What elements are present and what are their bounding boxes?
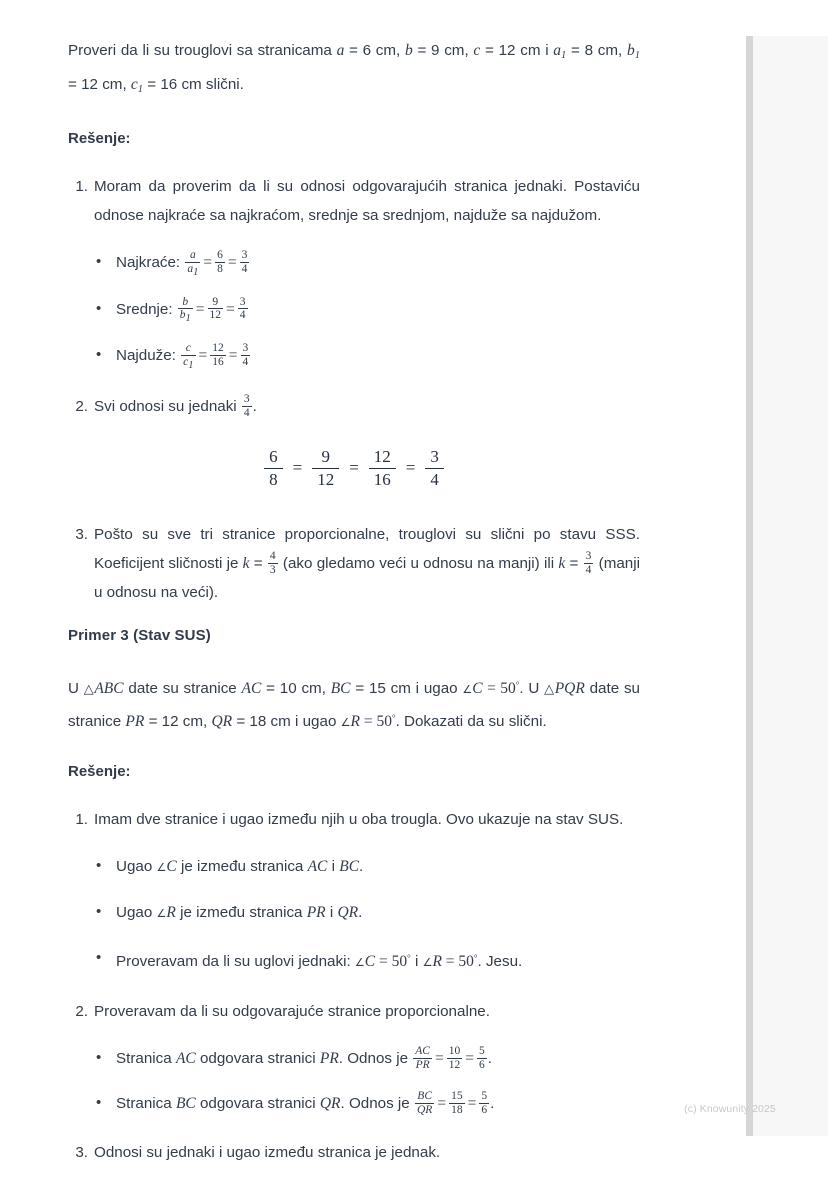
ex-text-2: date su stranice — [123, 679, 242, 697]
fraction-numerator: 3 — [239, 295, 246, 308]
step-text: Proveravam da li su odgovarajuće stranice proporcionalne. — [94, 1002, 490, 1020]
bullet-text-1: Stranica — [116, 1049, 176, 1067]
fraction-denominator: 4 — [242, 355, 249, 368]
fraction-numerator: 12 — [373, 446, 391, 466]
bullet-text-3: . Odnos je — [340, 1094, 414, 1112]
ex-text-10: = 50 — [359, 712, 392, 730]
angle-label: R — [432, 952, 442, 970]
step-text: Imam dve stranice i ugao između njih u oba trougla. Ovo ukazuje na stav SUS. — [94, 810, 624, 828]
bullet-text-2: odgovara stranici — [195, 1049, 320, 1067]
step-number: 1. — [75, 178, 88, 195]
bullet-text-1: Proveravam da li su uglovi jednaki: — [116, 952, 355, 970]
step-text — [94, 520, 640, 607]
ex-text-3: = 10 cm, — [261, 679, 331, 697]
solution-1-step-list-a — [68, 172, 640, 230]
fraction-numerator: 3 — [430, 446, 439, 466]
ex-text-9: = 18 cm i ugao — [232, 712, 341, 730]
solution-step — [68, 172, 640, 230]
list-item — [94, 295, 640, 326]
equals-sign: = — [292, 458, 303, 478]
bullet-text-3: . Odnos je — [338, 1049, 413, 1067]
fraction-numerator: a — [190, 248, 196, 261]
equals-sign: = — [249, 554, 267, 572]
fraction-numerator: 5 — [478, 1044, 485, 1057]
bullet-text-3: i — [410, 952, 423, 970]
bullet-text-1: Ugao — [116, 857, 157, 875]
fraction-c-over-c1 — [181, 342, 195, 372]
bullet-text-2: odgovara stranici — [195, 1094, 320, 1112]
fraction-numerator: 9 — [321, 446, 330, 466]
fraction-denominator: 18 — [451, 1103, 463, 1116]
fraction-numerator: 3 — [243, 392, 250, 405]
ex-text-5: = 50 — [482, 679, 516, 697]
segment-label: QR — [337, 903, 359, 921]
fraction-numerator: 3 — [242, 342, 249, 355]
fraction-3-over-4 — [240, 249, 250, 276]
degree-icon: ° — [473, 952, 478, 963]
var-k: k — [558, 554, 566, 572]
fraction-denominator: 4 — [585, 563, 592, 576]
fraction-a-over-a1 — [185, 249, 200, 279]
solution-label-2: Rešenje: — [68, 762, 131, 780]
fraction-3-over-4 — [242, 393, 252, 420]
bullet-text-4: . — [358, 903, 363, 921]
ex-text-4: = 15 cm i ugao — [350, 679, 463, 697]
angle-r-label: R — [350, 712, 360, 730]
ex-text-8: = 12 cm, — [144, 712, 212, 730]
fraction-numerator: c — [185, 342, 191, 355]
segment-bc: BC — [330, 679, 351, 697]
angle-label: C — [166, 857, 177, 875]
step-text-part-2: (ako gledamo veći u odnosu na manji) ili — [278, 554, 559, 572]
step-text: Moram da proverim da li su odnosi odgovarajućih stranica jednaki. Postaviću odnose najkraće sa najkraćom, srednje sa srednjom, najduže sa najdužom. — [94, 178, 640, 224]
equals-sign: = — [405, 458, 416, 478]
equals-sign: = — [227, 254, 237, 271]
fraction-5-over-6 — [477, 1045, 487, 1072]
example-statement — [68, 671, 640, 737]
bullet-text-3: i — [325, 903, 338, 921]
den-var: a — [187, 262, 194, 275]
var-b: b — [404, 42, 413, 59]
list-item — [94, 341, 640, 372]
problem-statement — [68, 36, 640, 104]
triangle-icon: △ — [544, 681, 555, 697]
fraction-numerator: 6 — [217, 248, 223, 261]
equals-sign: = — [195, 300, 205, 318]
fraction-denominator: 6 — [478, 1058, 485, 1071]
segment-qr: QR — [211, 712, 233, 730]
segment-label: QR — [319, 1094, 341, 1112]
equals-sign: = — [203, 254, 213, 271]
list-item — [94, 944, 640, 977]
solution-step — [68, 805, 640, 834]
page-title: Primer 3 (Stav SUS) — [68, 626, 211, 644]
triangle-icon: △ — [83, 681, 95, 697]
fraction-numerator: 4 — [269, 549, 276, 562]
display-fraction-2 — [312, 447, 339, 490]
ex-text-11: . Dokazati da su slični. — [395, 712, 547, 730]
problem-statement-prefix: Proveri da li su trouglovi sa stranicama — [68, 42, 337, 59]
fraction-denominator: 12 — [448, 1058, 461, 1071]
problem-eq-1: = 6 cm, — [344, 42, 405, 59]
ex-text-7: date su stranice — [68, 679, 640, 730]
angle-label: R — [166, 903, 176, 921]
angle-icon: ∠ — [422, 955, 433, 969]
degree-icon: ° — [407, 952, 411, 963]
segment-label: BC — [175, 1094, 196, 1112]
segment-label: BC — [339, 857, 360, 875]
fraction-denominator: QR — [416, 1103, 433, 1116]
solution-label-1: Rešenje: — [68, 130, 131, 147]
right-side-panel — [752, 36, 828, 1136]
step-number: 3. — [75, 525, 88, 543]
fraction-numerator: AC — [415, 1044, 430, 1057]
var-a: a — [336, 42, 345, 59]
fraction-numerator: 9 — [212, 295, 219, 308]
segment-label: AC — [175, 1049, 196, 1067]
segment-label: AC — [307, 857, 328, 875]
fraction-ac-over-pr — [413, 1045, 432, 1072]
equals-sign: = — [565, 554, 583, 572]
fraction-bc-over-qr — [415, 1090, 434, 1117]
equals-sign: = — [437, 1094, 447, 1112]
fraction-numerator: 3 — [241, 248, 248, 261]
display-equation — [68, 447, 640, 490]
problem-eq-4: = 8 cm, — [566, 42, 627, 59]
bullet-text-1: Ugao — [116, 903, 157, 921]
subscript-1: 1 — [561, 50, 567, 61]
ratio-label: Najkraće: — [116, 254, 185, 271]
proportion-bullet-list — [68, 1044, 640, 1118]
angle-icon: ∠ — [156, 860, 167, 874]
fraction-6-over-8 — [215, 249, 225, 276]
bullet-text-2: je između stranica — [176, 857, 308, 875]
fraction-numerator: b — [182, 295, 189, 308]
list-item — [94, 1044, 640, 1073]
solution-2-step-list-c — [68, 1138, 640, 1167]
var-c: c — [473, 42, 481, 59]
equals-sign: = — [228, 347, 238, 365]
list-item — [94, 248, 640, 279]
fraction-b-over-b1 — [178, 296, 193, 326]
angle-icon: ∠ — [462, 682, 473, 696]
fraction-numerator: 6 — [269, 446, 278, 466]
fraction-denominator: 4 — [241, 262, 248, 275]
solution-step — [68, 392, 640, 421]
equals-sign: = — [226, 300, 235, 318]
segment-label: PR — [306, 903, 326, 921]
fraction-12-over-16 — [210, 342, 226, 369]
step-number: 1. — [75, 810, 88, 828]
bullet-text-4: . — [359, 857, 364, 875]
fraction-denominator: 4 — [239, 309, 246, 322]
ratio-bullet-list — [68, 248, 640, 372]
problem-eq-6: = 16 cm slični. — [143, 76, 244, 93]
fraction-5-over-6 — [479, 1090, 489, 1117]
solution-step — [68, 520, 640, 607]
fraction-denominator: 4 — [243, 406, 250, 419]
fraction-3-over-4 — [241, 342, 251, 369]
solution-1-step-list-b — [68, 392, 640, 421]
ratio-label: Najduže: — [116, 347, 181, 365]
segment-ac: AC — [241, 679, 262, 697]
solution-step — [68, 997, 640, 1026]
angle-label: C — [364, 952, 376, 970]
degree-icon: ° — [391, 712, 396, 723]
equals-sign: = — [465, 1049, 474, 1067]
angle-c-label: C — [472, 679, 483, 697]
display-fraction-4 — [425, 447, 444, 490]
den-sub: 1 — [185, 313, 191, 325]
step-text: Svi odnosi su jednaki — [94, 397, 241, 415]
copyright-watermark: (c) Knowunity 2025 — [684, 1103, 776, 1115]
bullet-text-2: = 50 — [375, 952, 408, 970]
fraction-denominator: 16 — [212, 355, 224, 368]
bullet-text-4: . — [487, 1049, 492, 1067]
solution-step — [68, 1138, 640, 1167]
var-b1: b — [626, 42, 635, 59]
equals-sign: = — [434, 1049, 444, 1067]
step-number: 3. — [75, 1143, 88, 1161]
fraction-denominator: 12 — [312, 468, 339, 490]
fraction-15-over-18 — [449, 1090, 465, 1117]
angle-icon: ∠ — [340, 715, 351, 729]
fraction-numerator: 10 — [448, 1044, 461, 1057]
fraction-numerator: 5 — [481, 1089, 488, 1102]
display-fraction-3 — [369, 447, 396, 490]
bullet-text-4: . — [490, 1094, 495, 1112]
bullet-text-5: . Jesu. — [477, 952, 523, 970]
den-var: b — [179, 309, 186, 322]
fraction-denominator — [185, 262, 200, 279]
fraction-denominator: 12 — [209, 309, 222, 322]
fraction-9-over-12 — [208, 296, 224, 323]
triangle-pqr-label: PQR — [554, 679, 585, 697]
fraction-3-over-4 — [238, 296, 248, 323]
fraction-denominator: 6 — [481, 1103, 488, 1116]
fraction-denominator: PR — [413, 1058, 432, 1072]
step-text-end: . — [252, 397, 257, 415]
equals-sign: = — [198, 347, 208, 365]
solution-1-step-list-c — [68, 520, 640, 607]
fraction-numerator: 3 — [585, 549, 592, 562]
subscript-3: 1 — [137, 84, 144, 95]
fraction-numerator: 15 — [451, 1089, 463, 1102]
vertical-scrollbar-thumb[interactable] — [746, 36, 753, 1136]
fraction-4-over-3 — [268, 550, 278, 577]
list-item — [94, 852, 640, 882]
fraction-denominator: 3 — [269, 563, 276, 576]
problem-eq-3: = 12 cm i — [480, 42, 554, 59]
angle-icon: ∠ — [354, 955, 365, 969]
fraction-denominator: 16 — [369, 468, 396, 490]
fraction-denominator — [178, 308, 193, 325]
fraction-numerator: 12 — [212, 342, 224, 355]
step-text-part-1: Pošto su sve tri stranice proporcionalne, trouglovi su slični po stavu SSS. Koeficijent sličnosti je — [94, 525, 640, 572]
ratio-label: Srednje: — [116, 300, 177, 318]
angle-icon: ∠ — [156, 906, 167, 920]
bullet-text-1: Stranica — [116, 1094, 176, 1112]
var-a1: a — [553, 42, 562, 59]
fraction-denominator: 8 — [217, 262, 223, 275]
list-item — [94, 898, 640, 928]
bullet-text-4: = 50 — [441, 952, 474, 970]
fraction-denominator — [181, 355, 195, 372]
step-text: Odnosi su jednaki i ugao između stranica je jednak. — [94, 1143, 441, 1161]
list-item — [94, 1089, 640, 1118]
angle-bullet-list — [68, 852, 640, 977]
fraction-denominator: 8 — [264, 468, 283, 490]
fraction-numerator: BC — [417, 1089, 432, 1102]
step-number: 2. — [75, 397, 88, 415]
equals-sign: = — [349, 458, 359, 478]
var-c1: c — [130, 76, 138, 93]
segment-label: PR — [319, 1049, 339, 1067]
degree-icon: ° — [515, 679, 520, 690]
solution-2-step-list-b — [68, 997, 640, 1026]
subscript-2: 1 — [634, 50, 640, 61]
bullet-text-2: je između stranica — [175, 903, 307, 921]
den-sub: 1 — [188, 359, 194, 371]
solution-2-step-list-a — [68, 805, 640, 834]
den-sub: 1 — [193, 266, 199, 278]
document-content — [68, 36, 640, 1183]
fraction-3-over-4 — [584, 550, 594, 577]
segment-pr: PR — [125, 712, 145, 730]
var-k: k — [242, 554, 250, 572]
fraction-10-over-12 — [447, 1045, 463, 1072]
ex-text-1: U — [68, 679, 84, 697]
problem-eq-2: = 9 cm, — [412, 42, 474, 59]
equals-sign: = — [467, 1094, 477, 1112]
fraction-denominator: 4 — [425, 468, 444, 490]
problem-eq-5: = 12 cm, — [68, 76, 131, 93]
step-text-part-3: (manji u odnosu na veći). — [94, 554, 640, 601]
triangle-abc-label: ABC — [94, 679, 124, 697]
display-fraction-1 — [264, 447, 283, 490]
step-number: 2. — [75, 1002, 88, 1020]
bullet-text-3: i — [327, 857, 340, 875]
ex-text-6: . U — [519, 679, 545, 697]
den-var: c — [183, 355, 189, 368]
